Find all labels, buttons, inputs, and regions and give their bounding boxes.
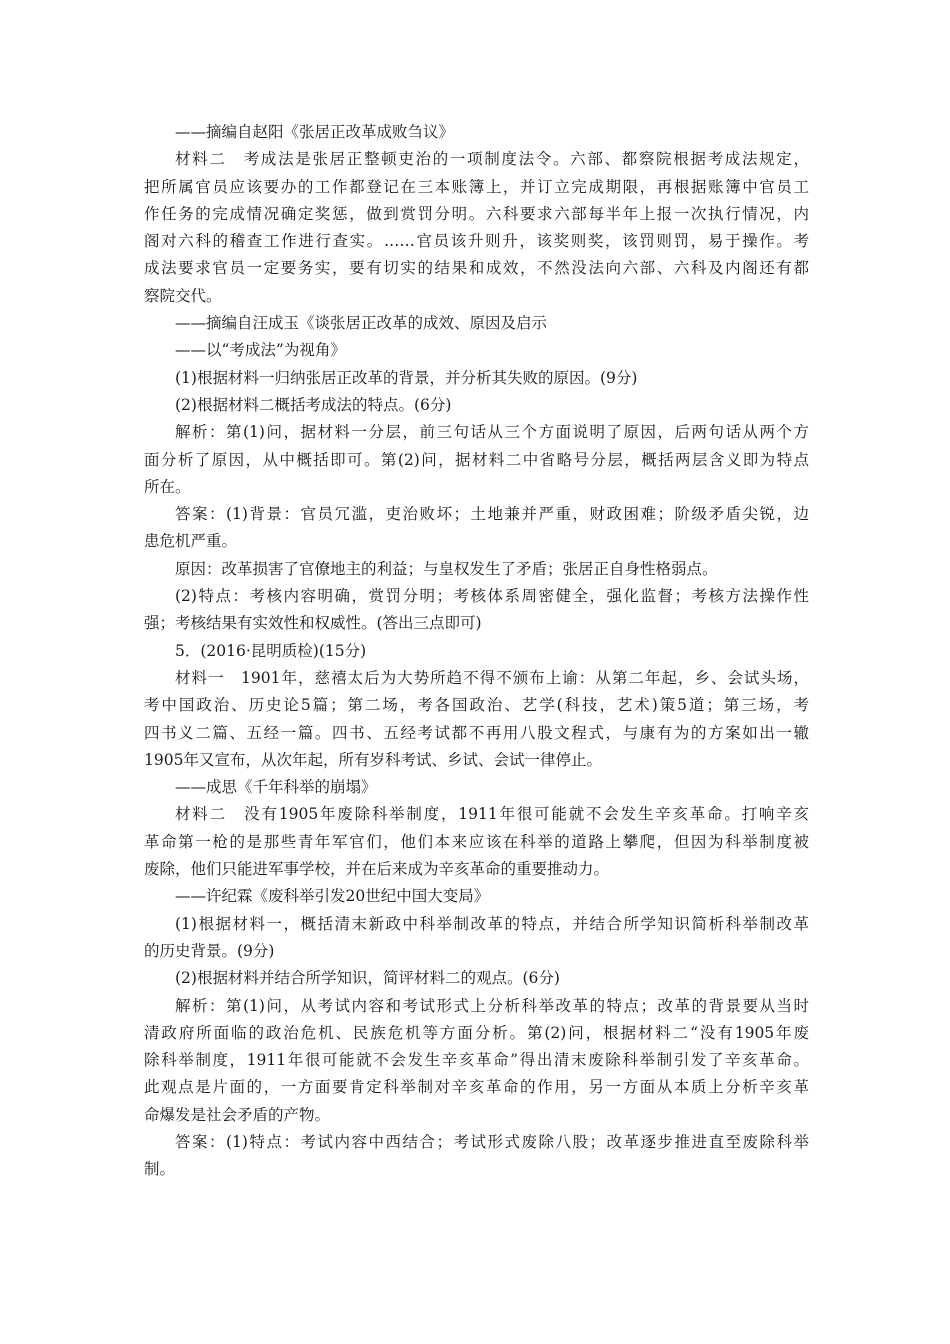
text-line: (2)根据材料二概括考成法的特点。(6分) [175,395,452,414]
text-line: 阁对六科的稽查工作进行查实。……官员该升则升，该奖则奖，该罚则罚，易于操作。考 [144,232,809,251]
text-line: 废除，他们只能进军事学校，并在后来成为辛亥革命的重要推动力。 [144,860,610,879]
text-line: 强；考核结果有实效性和权威性。(答出三点即可) [144,614,482,633]
text-line: 制。 [144,1160,176,1179]
text-line: 除科举制度，1911年很可能就不会发生辛亥革命”得出清末废除科举制引发了辛亥革命。 [144,1051,809,1070]
text-line: 作任务的完成情况确定奖惩，做到赏罚分明。六科要求六部每半年上报一次执行情况，内 [144,204,809,223]
text-line: 察院交代。 [144,286,222,305]
text-line: 考中国政治、历史论5篇；第二场，考各国政治、艺学(科技，艺术)策5道；第三场，考 [144,696,809,715]
document-body [144,119,809,1184]
text-line: ——许纪霖《废科举引发20世纪中国大变局》 [175,887,490,906]
text-line: ——成思《千年科举的崩塌》 [175,778,377,797]
text-line: 材料二 没有1905年废除科举制度，1911年很可能就不会发生辛亥革命。打响辛亥 [175,805,809,824]
text-line: 命爆发是社会矛盾的产物。 [144,1105,331,1124]
text-line: 解析：第(1)问，据材料一分层，前三句话从三个方面说明了原因，后两句话从两个方 [175,423,809,442]
text-line: 1905年又宣布，从次年起，所有岁科考试、乡试、会试一律停止。 [144,750,602,769]
text-line: ——摘编自赵阳《张居正改革成败刍议》 [175,123,455,141]
text-line: (1)根据材料一，概括清末新政中科举制改革的特点，并结合所学知识简析科举制改革 [175,914,809,933]
text-line: 革命第一枪的是那些青年军官们，他们本来应该在科举的道路上攀爬，但因为科举制度被 [144,832,809,851]
text-line: 成法要求官员一定要务实，要有切实的结果和成效，不然没法向六部、六科及内阁还有都 [144,259,809,278]
text-line: (2)根据材料并结合所学知识，简评材料二的观点。(6分) [175,969,560,988]
text-line: 解析：第(1)问，从考试内容和考试形式上分析科举改革的特点；改革的背景要从当时 [175,996,809,1015]
text-line: (1)根据材料一归纳张居正改革的背景，并分析其失败的原因。(9分) [175,368,638,387]
text-line: 面分析了原因，从中概括即可。第(2)问，据材料二中省略号分层，概括两层含义即为特点 [144,450,809,469]
text-line: 材料二 考成法是张居正整顿吏治的一项制度法令。六部、都察院根据考成法规定， [175,150,809,169]
text-line: 所在。 [144,477,191,496]
text-line: 患危机严重。 [144,532,238,551]
text-line: 原因：改革损害了官僚地主的利益；与皇权发生了矛盾；张居正自身性格弱点。 [175,559,718,578]
text-line: 的历史背景。(9分) [144,941,275,960]
text-line: ——以“考成法”为视角》 [175,341,346,360]
text-line: 答案：(1)特点：考试内容中西结合；考试形式废除八股；改革逐步推进直至废除科举 [175,1132,809,1151]
text-line: 清政府所面临的政治危机、民族危机等方面分析。第(2)问，根据材料二“没有1905年废 [144,1023,809,1042]
text-line: 材料一 1901年，慈禧太后为大势所趋不得不颁布上谕：从第二年起，乡、会试头场， [175,668,809,687]
text-line: 5．(2016·昆明质检)(15分) [175,641,367,660]
text-line: ——摘编自汪成玉《谈张居正改革的成效、原因及启示 [175,314,548,333]
text-line: (2)特点：考核内容明确，赏罚分明；考核体系周密健全，强化监督；考核方法操作性 [175,587,809,606]
text-line: 此观点是片面的，一方面要肯定科举制对辛亥革命的作用，另一方面从本质上分析辛亥革 [144,1078,809,1097]
text-line: 四书义二篇、五经一篇。四书、五经考试都不再用八股文程式，与康有为的方案如出一辙 [144,723,809,742]
text-line: 答案：(1)背景：官员冗滥，吏治败坏；土地兼并严重，财政困难；阶级矛盾尖锐，边 [175,505,809,524]
text-line: 把所属官员应该要办的工作都登记在三本账簿上，并订立完成期限，再根据账簿中官员工 [144,177,809,196]
